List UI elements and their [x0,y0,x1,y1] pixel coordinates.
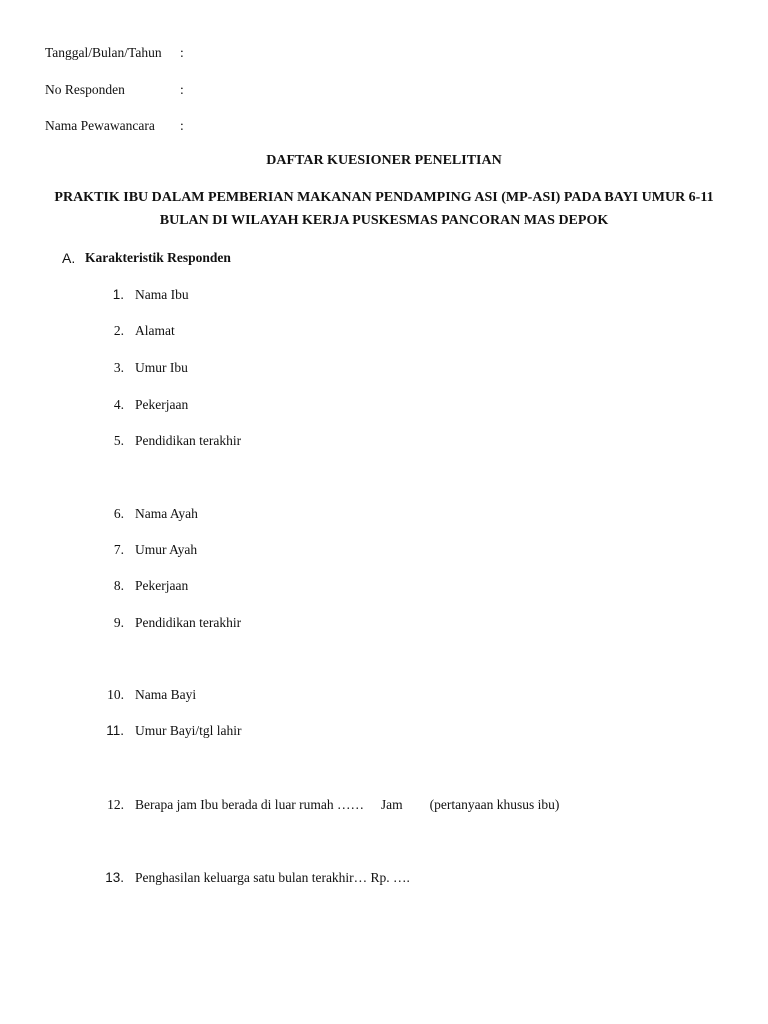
item-number: 2. [113,323,124,338]
field-label-interviewer: Nama Pewawancara [45,118,155,133]
item-number: 1. [112,287,124,302]
item-number: 9. [113,615,124,630]
item-text: Pendidikan terakhir [135,615,242,630]
item-number: 11. [106,723,124,738]
field-colon-date: : [180,45,184,60]
item-number: 4. [113,397,124,412]
item-text: Nama Ayah [135,506,198,521]
document-subtitle-line-1: PRAKTIK IBU DALAM PEMBERIAN MAKANAN PENDAMPING ASI (MP-ASI) PADA BAYI UMUR 6-11 [54,190,714,205]
item-number: 5. [113,433,124,448]
field-colon-interviewer: : [180,118,184,133]
item-text: Nama Bayi [135,687,197,702]
item-text: Pekerjaan [135,397,189,412]
document-subtitle-line-2: BULAN DI WILAYAH KERJA PUSKESMAS PANCORAN MAS DEPOK [159,213,609,228]
section-title: Karakteristik Responden [85,250,231,265]
item-number: 7. [113,542,124,557]
field-label-date: Tanggal/Bulan/Tahun [45,45,162,60]
document-title: DAFTAR KUESIONER PENELITIAN [266,153,502,168]
item-text: Pendidikan terakhir [135,433,242,448]
item-text: Pekerjaan [135,578,189,593]
item-number: 10. [107,687,124,702]
item-text: Alamat [135,323,175,338]
item-number: 12. [107,797,124,812]
item-number: 6. [113,506,124,521]
item-text: Penghasilan keluarga satu bulan terakhir… Rp. …. [135,870,410,885]
item-text: Nama Ibu [135,287,189,302]
item-text: Umur Ibu [135,360,188,375]
item-text: Berapa jam Ibu berada di luar rumah …… Jam (pertanyaan khusus ibu) [135,797,560,812]
section-letter: A. [62,250,76,266]
item-number: 13. [105,870,124,885]
field-label-respondent-no: No Responden [45,82,125,97]
item-number: 3. [113,360,124,375]
item-text: Umur Ayah [135,542,198,557]
item-text: Umur Bayi/tgl lahir [135,723,242,738]
field-colon-respondent-no: : [180,82,184,97]
item-number: 8. [113,578,124,593]
